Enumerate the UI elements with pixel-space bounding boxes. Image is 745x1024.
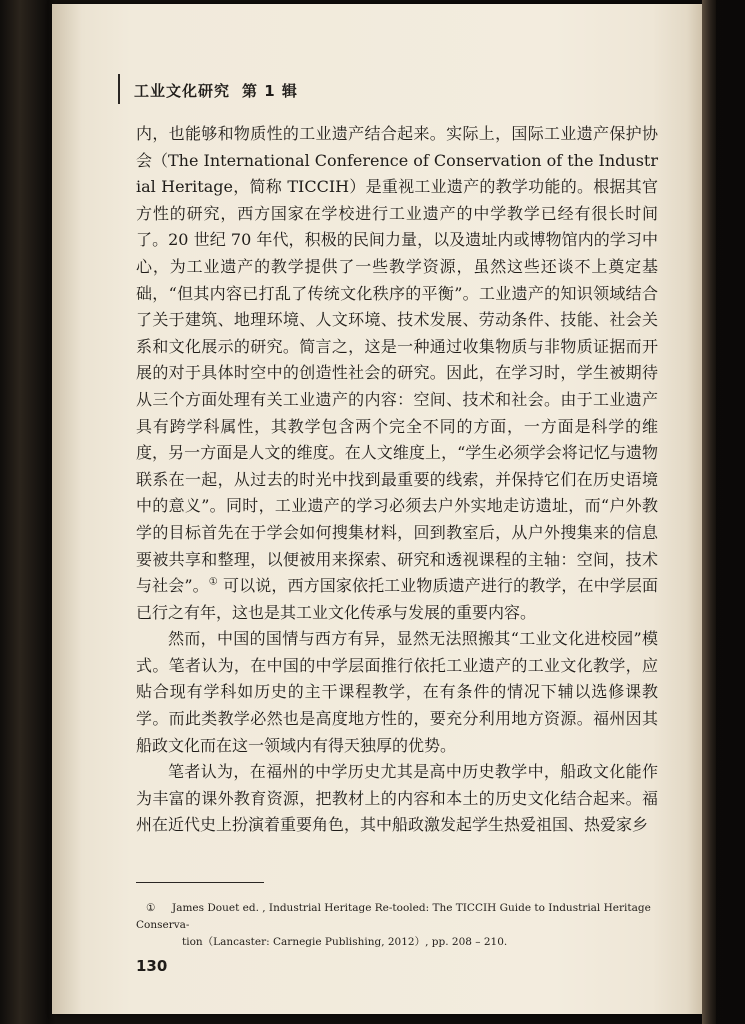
footnote — [136, 900, 658, 951]
footnote-citation: James Douet ed. , Industrial Heritage Re-tooled: The TICCIH Guide to Industrial Heritage Conserva- — [136, 902, 651, 931]
running-head-issue: 第 1 辑 — [242, 82, 298, 100]
footnote-line-1 — [136, 900, 658, 934]
paragraph-2: 然而，中国的国情与西方有异，显然无法照搬其“工业文化进校园”模式。笔者认为，在中国的中学层面推行依托工业遗产的工业文化教学，应贴合现有学科如历史的主干课程教学，在有条件的情况下辅以选修课教学。而此类教学必然也是高度地方性的，要充分利用地方资源。福州因其船政文化而在这一领域内有得天独厚的优势。 — [136, 629, 658, 755]
paragraph-3: 笔者认为，在福州的中学历史尤其是高中历史教学中，船政文化能作为丰富的课外教育资源，把教材上的内容和本土的历史文化结合起来。福州在近代史上扮演着重要角色，其中船政激发起学生热爱祖国、热爱家乡 — [136, 762, 658, 835]
footnote-separator — [136, 882, 264, 883]
running-head-rule — [118, 74, 120, 104]
running-head — [134, 80, 298, 101]
paragraph-1-text-continued: 可以说，西方国家依托工业物质遗产进行的教学，在中学层面已行之有年，这也是其工业文化传承与发展的重要内容。 — [136, 576, 658, 622]
page-number: 130 — [136, 957, 168, 975]
footnote-number: ① — [146, 902, 156, 914]
footnote-reference-mark[interactable]: ① — [208, 576, 218, 588]
page-edge-shadow — [702, 0, 716, 1024]
body-text — [136, 121, 658, 839]
paragraph-1-text: 内，也能够和物质性的工业遗产结合起来。实际上，国际工业遗产保护协会（The International Conference of Conservation of the Industrial Heritage，简称 TICCIH）是重视工业遗产的教学功能的。根据其官方性的研究，西方国家在学校进行工业遗产的中学教学已经有很长时间了。20 世纪 70 年代，积极的民间力量，以及遗址内或博物馆内的学习中心，为工业遗产的教学提供了一些教学资源，虽然这些还谈不上奠定基础，“但其内容已打乱了传统文化秩序的平衡”。工业遗产的知识领域结合了关于建筑、地理环境、人文环境、技术发展、劳动条件、技能、社会关系和文化展示的研究。简言之，这是一种通过收集物质与非物质证据而开展的对于具体时空中的创造性社会的研究。因此，在学习时，学生被期待从三个方面处理有关工业遗产的内容：空间、技术和社会。由于工业遗产具有跨学科属性，其教学包含两个完全不同的方面，一方面是科学的维度，另一方面是人文的维度。在人文维度上，“学生必须学会将记忆与遗物联系在一起，从过去的时光中找到最重要的线索，并保持它们在历史语境中的意义”。同时，工业遗产的学习必须去户外实地走访遗址，而“户外教学的目标首先在于学会如何搜集材料，回到教室后，从户外搜集来的信息要被共享和整理，以便被用来探索、研究和透视课程的主轴：空间，技术与社会”。 — [136, 124, 658, 596]
paragraph-1 — [136, 121, 658, 626]
footnote-line-2: tion（Lancaster: Carnegie Publishing, 2012）, pp. 208 – 210. — [182, 936, 508, 948]
running-head-title: 工业文化研究 — [134, 82, 231, 100]
